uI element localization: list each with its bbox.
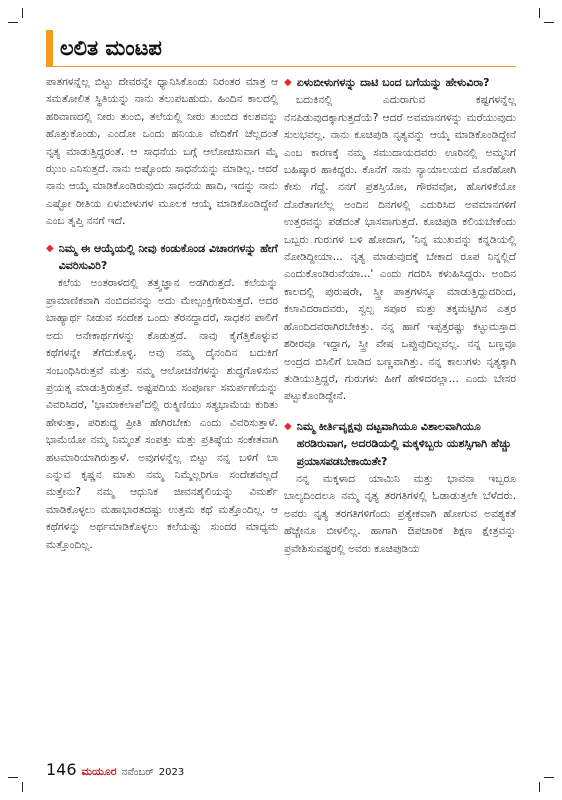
intro-paragraph: ಪಾತಗಳನ್ನೆಲ್ಲ ಬಿಟ್ಟು ದೇವರನ್ನೇ ಧ್ಯಾನಿಸಿಕೊಂಡು ನಿರಂತರ ಮಾತ್ರ ಆ ಸಮತೋಲಿತ ಸ್ಥಿತಿಯನ್ನು ನಾನು ತಲುಪಬಹುದು. ಹಿಂದಿನ ಕಾಲದಲ್ಲಿ ಹರಿವಾಣದಲ್ಲಿ ನೀರು ತುಂಬಿ, ತಲೆಯಲ್ಲಿ ನೀರು ತುಂಬಿದ ಕಲಶವನ್ನು ಹೊತ್ತುಕೊಂಡು, ಎಂದೋ ಒಂದು ಹನಿಯೂ ವೇದಿಕೆಗೆ ಚೆಲ್ಲದಂತೆ ನೃತ್ಯ ಮಾಡುತ್ತಿದ್ದರಂತೆ. ಆ ಸಾಧನೆಯ ಬಗ್ಗೆ ಆಲೋಚಿಸುವಾಗ ಮೈ ಝುಂ ಎನಿಸುತ್ತದೆ. ನಾನು ಅಷ್ಟೊಂದು ಸಾಧನೆಯನ್ನು ಮಾಡಿಲ್ಲ. ಆದರೆ ನಾನು ಆಯ್ಕೆ ಮಾಡಿಕೊಂಡಿರುವುದು ಸಾಧನೆಯ ಹಾದಿ, ಇದನ್ನು ನಾನು ಎಷ್ಟೋ ರೀತಿಯ ಏಳುಬೀಳುಗಳ ಮೂಲಕ ಆಯ್ಕೆ ಮಾಡಿಕೊಂಡಿದ್ದೇನೆ ಎಂಬ ತೃಪ್ತಿ ನನಗೆ ಇದೆ. [46,76,278,228]
crop-mark-bottom-right [529,782,540,792]
question-heading [46,240,278,275]
right-column [284,74,516,558]
answer-paragraph: ಕಲೆಯ ಅಂತರಾಳದಲ್ಲಿ ತತ್ತ್ವಜ್ಞಾನ ಅಡಗಿರುತ್ತದೆ. ಕಲೆಯನ್ನು ಪ್ರಾಮಾಣಿಕವಾಗಿ ನಂಬಿದವನನ್ನು ಅದು ಮೇಲ್ಪಂಕ್ತಿಗೇರಿಸುತ್ತದೆ. ಅದರ ಬಾಹ್ಯಾರ್ಥ ನೀಡುವ ಸಂದೇಶ ಒಂದು ತೆರನದ್ದಾದರೆ, ಸಾಧಕನ ಪಾಲಿಗೆ ಅದು ಅನೇಕಾರ್ಥಗಳನ್ನು ಕೊಡುತ್ತದೆ. ನಾವು ಕೈಗೆತ್ತಿಕೊಳ್ಳುವ ಕಥೆಗಳನ್ನೇ ತೆಗೆದುಕೊಳ್ಳಿ. ಅವು ನಮ್ಮ ದೈನಂದಿನ ಬದುಕಿಗೆ ಸಂಬಂಧಿಸಿರುತ್ತವೆ ಮತ್ತು ನಮ್ಮ ಆಲೋಚನೆಗಳನ್ನು ಶುದ್ಧಗೊಳಿಸುವ ಪ್ರಯತ್ನ ಮಾಡುತ್ತಿರುತ್ತವೆ. ಅಷ್ಟಪದಿಯ ಸಂಪೂರ್ಣ ಸಮರ್ಪಣೆಯನ್ನು ವಿವರಿಸಿದರೆ, 'ಭಾಮಾಕಲಾಪ'ದಲ್ಲಿ ರುಕ್ಮಿಣಿಯು ಸತ್ಯಭಾಮೆಯ ಕುರಿತು ಹೇಳುತ್ತಾ, ಪರಿಶುದ್ಧ ಪ್ರೀತಿ ಹೇಗಿರಬೇಕು ಎಂದು ವಿವರಿಸುತ್ತಾಳೆ. ಭಾಮೆಯೋ ನಮ್ಮ ನಿಮ್ಮಂತೆ ಸಂಪತ್ತು ಮತ್ತು ಪ್ರತಿಷ್ಠೆಯ ಸಂಕೇತವಾಗಿ ಹಟಮಾರಿಯಾಗಿರುತ್ತಾಳೆ. ಅವುಗಳನ್ನೆಲ್ಲ ಬಿಟ್ಟು ನನ್ನ ಬಳಿಗೆ ಬಾ ಎನ್ನುವ ಕೃಷ್ಣನ ಮಾತು ನಮ್ಮ ನಿಮ್ಮೆಲ್ಲರಿಗೂ ಸಂದೇಶವಲ್ಲದೆ ಮತ್ತೇನು? ನಮ್ಮ ಆಧುನಿಕ ಜೀವನಶೈಲಿಯನ್ನು ವಿಮರ್ಶೆ ಮಾಡಿಕೊಳ್ಳಲು ಮಹಾಭಾರತದಷ್ಟು ಉತ್ತಮ ಕಥೆ ಮತ್ತೊಂದಿಲ್ಲ. ಆ ಕಥೆಗಳನ್ನು ಅರ್ಥಮಾಡಿಕೊಳ್ಳಲು ಕಲೆಯಷ್ಟು ಸುಂದರ ಮಾಧ್ಯಮ ಮತ್ತೊಂದಿಲ್ಲ. [46,277,278,551]
section-header [46,30,516,70]
crop-mark-bottom-right-h [544,767,554,778]
diamond-bullet-icon: ◆ [284,77,292,88]
magazine-name: ಮಯೂರ [81,765,117,778]
crop-mark-top-left [22,8,33,18]
question-heading [284,418,516,470]
section-rule [46,66,516,67]
crop-mark-bottom-left [22,782,33,792]
diamond-bullet-icon: ◆ [284,420,292,432]
crop-mark-top-left-h [8,22,18,33]
answer-paragraph: ಬದುಕಿನಲ್ಲಿ ಎದುರಾಗುವ ಕಷ್ಟಗಳನ್ನೆಲ್ಲ ನೆನಪಿಡುವುದಕ್ಕಾಗುತ್ತದೆಯೆ? ಆದರೆ ಅವಮಾನಗಳನ್ನು ಮರೆಯುವುದು ಸುಲಭವಲ್ಲ. ನಾನು ಕೂಚಿಪುಡಿ ನೃತ್ಯವನ್ನು ಆಯ್ಕೆ ಮಾಡಿಕೊಂಡಿದ್ದೇನೆ ಎಂಬ ಕಾರಣಕ್ಕೆ ನಮ್ಮ ಸಮುದಾಯದವರು ಊರಿನಲ್ಲಿ ಅಮ್ಮನಿಗೆ ಬಹಿಷ್ಕಾರ ಹಾಕಿದ್ದರು. ಕೊನೆಗೆ ನಾನು ನ್ಯಾಯಾಲಯದ ಮೊರೆಹೋಗಿ ಕೇಸು ಗೆದ್ದೆ. ನನಗೆ ಪ್ರಶಸ್ತಿಯೋ, ಗೌರವವೋ, ಹೊಗಳಿಕೆಯೋ ದೊರೆತಾಗಲೆಲ್ಲ ಅಂದಿನ ದಿನಗಳಲ್ಲಿ ಎದುರಿಸಿದ ಅವಮಾನಗಳಿಗೆ ಉತ್ತರವನ್ನು ಪಡೆದಂತೆ ಭಾಸವಾಗುತ್ತದೆ. ಕೂಚಿಪುಡಿ ಕಲಿಯಬೇಕೆಂದು ಒಬ್ಬರು ಗುರುಗಳ ಬಳಿ ಹೋದಾಗ, 'ನಿನ್ನ ಮುಖವನ್ನು ಕನ್ನಡಿಯಲ್ಲಿ ನೋಡಿದ್ದೀಯಾ... ನೃತ್ಯ ಮಾಡುವುದಕ್ಕೆ ಬೇಕಾದ ರೂಪ ನಿನ್ನಲ್ಲಿದೆ ಎಂದುಕೊಂಡಿರುವೆಯಾ...' ಎಂದು ಗದರಿಸಿ ಕಳುಹಿಸಿದ್ದರು. ಅಂದಿನ ಕಾಲದಲ್ಲಿ ಪುರುಷರೇ, ಸ್ತ್ರೀ ಪಾತ್ರಗಳನ್ನೂ ಮಾಡುತ್ತಿದ್ದುದರಿಂದ, ಕಲಾವಿದರಾದವರು, ಸ್ವಲ್ಪ ಸಪೂರ ಮತ್ತು ತಕ್ಕಮಟ್ಟಿಗಿನ ಎತ್ತರ ಹೊಂದಿದವರಾಗಿರಬೇಕಿತ್ತು. ನನ್ನ ಹಾಗೆ ಇಪ್ಪತ್ತರಷ್ಟು ಕಟ್ಟುಮಸ್ತಾದ ಶರೀರವೂ ಇದ್ದಾಗ, ಸ್ತ್ರೀ ವೇಷ ಒಪ್ಪುವುದಿಲ್ಲವಲ್ಲ. ನನ್ನ ಬಣ್ಣವೂ ಅಂದ್ರದ ಬಿಸಿಲಿಗೆ ಬಾಡಿದ ಬಣ್ಣವಾಗಿತ್ತು. ನನ್ನ ಕಾಲುಗಳು ನೃತ್ಯಕ್ಕಾಗಿ ತುಡಿಯುತ್ತಿದ್ದರೆ, ಗುರುಗಳು ಹೀಗೆ ಹೇಳಿದರಲ್ಲಾ... ಎಂದು ಬೇಸರ ಪಟ್ಟುಕೊಂಡಿದ್ದೇನೆ. [284,94,516,403]
diamond-bullet-icon: ◆ [46,242,54,254]
section-title: ಲಲಿತ ಮಂಟಪ [60,36,162,60]
issue-month: ನವೆಂಬರ್ [121,767,154,778]
question-text: ನಿಮ್ಮ ಈ ಆಯ್ಕೆಯಲ್ಲಿ ನೀವು ಕಂಡುಕೊಂಡ ವಿಚಾರಗಳನ್ನು ಹೇಗೆ ವಿವರಿಸುವಿರಿ? [58,241,278,273]
issue-year: 2023 [158,767,185,778]
page-number: 146 [46,760,77,779]
crop-mark-bottom-left-h [8,767,18,778]
crop-mark-top-right-h [544,22,554,33]
answer-paragraph: ನನ್ನ ಮಕ್ಕಳಾದ ಯಾಮಿನಿ ಮತ್ತು ಭಾವನಾ ಇಬ್ಬರೂ ಬಾಲ್ಯದಿಂದಲೂ ನಮ್ಮ ನೃತ್ಯ ತರಗತಿಗಳಲ್ಲಿ ಓಡಾಡುತ್ತಲೇ ಬೆಳೆದರು. ಅವರು ನೃತ್ಯ ತರಗತಿಗಳಿಗೆಂದು ಪ್ರತ್ಯೇಕವಾಗಿ ಹೋಗುವ ಅವಶ್ಯಕತೆ ಹೆಚ್ಚೇನೂ ಬೀಳಲಿಲ್ಲ. ಹಾಗಾಗಿ ಔಪಚಾರಿಕ ಶಿಕ್ಷಣ ಕ್ಷೇತ್ರವನ್ನು ಪ್ರವೇಶಿಸುವಷ್ಟರಲ್ಲಿ ಅವರು ಕೂಚಿಪುಡಿಯ [284,472,516,555]
page-footer [46,760,184,779]
section-accent-bar [46,30,53,66]
crop-mark-top-right [529,8,540,18]
question-heading [284,74,516,91]
question-text: ನಿಮ್ಮ ಕೀರ್ತಿವೃಕ್ಷವು ದಟ್ಟವಾಗಿಯೂ ವಿಶಾಲವಾಗಿಯೂ ಹರಡಿರುವಾಗ, ಅದರಡಿಯಲ್ಲಿ ಮಕ್ಕಳಿಬ್ಬರು ಯಶಸ್ಸಿಗಾಗಿ ಹೆಚ್ಚು ಪ್ರಯಾಸಪಡಬೇಕಾಯಿತೇ? [296,419,512,468]
left-column [46,74,278,554]
question-text: ಏಳುಬೀಳುಗಳನ್ನು ದಾಟಿ ಬಂದ ಬಗೆಯನ್ನು ಹೇಳುವಿರಾ? [296,76,490,89]
